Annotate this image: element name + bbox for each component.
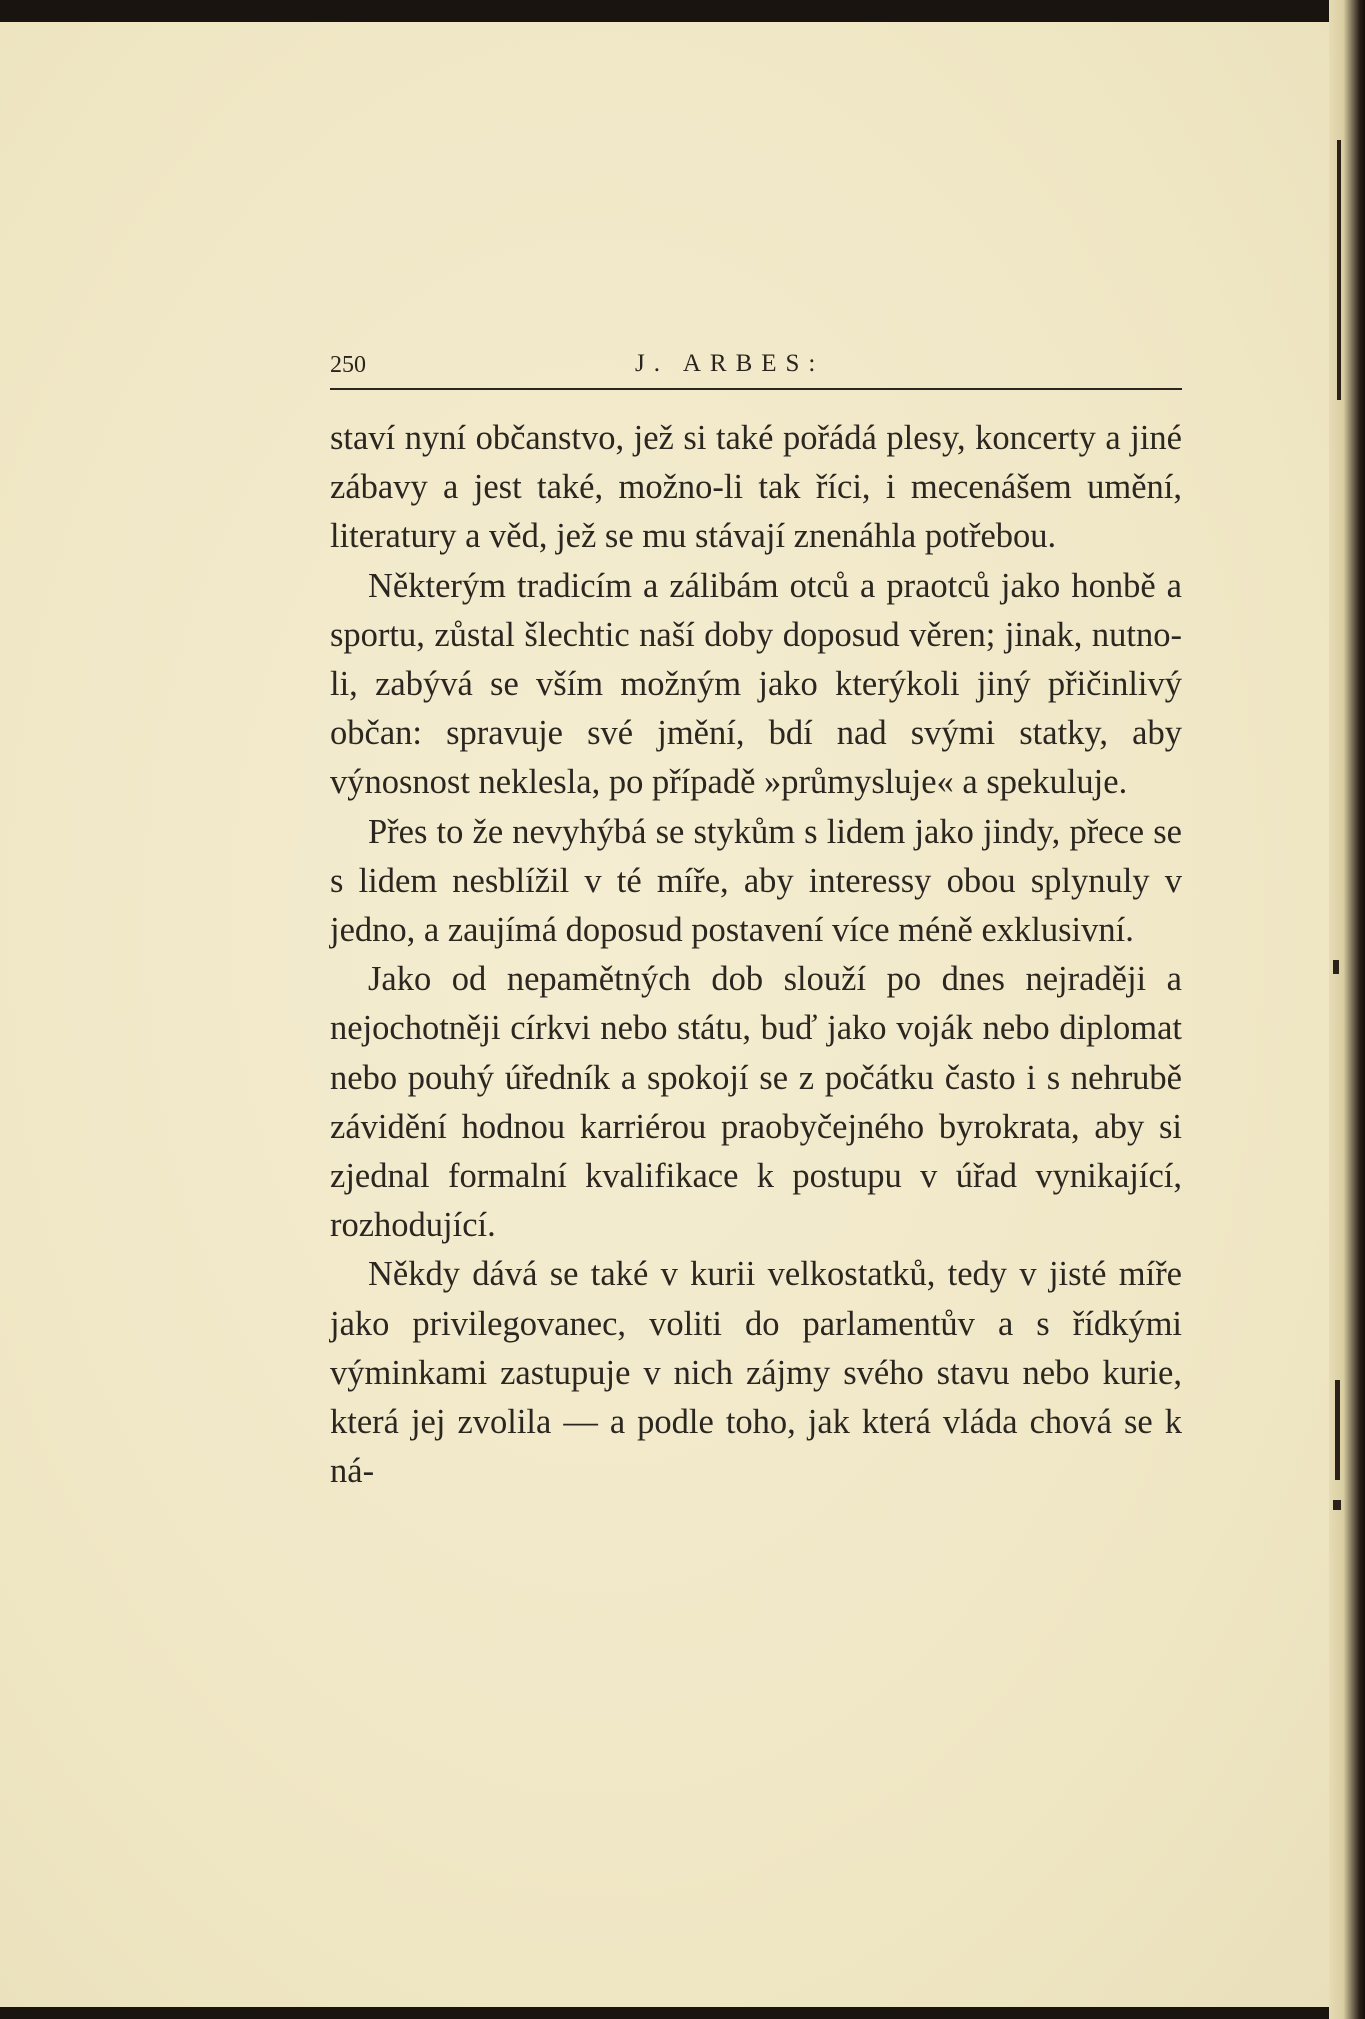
paragraph: Některým tradicím a zálibám otců a praotců jako honbě a sportu, zůstal šlechtic naší doby doposud věren; jinak, nutno-li, zabývá se vším možným jako kterýkoli jiný přičinlivý občan: spravuje své jmění, bdí nad svými statky, aby výnosnost neklesla, po případě »průmysluje« a spekuluje. (330, 566, 1182, 802)
gutter-shadow (1337, 140, 1341, 400)
page-number: 250 (330, 352, 366, 378)
gutter-speck (1333, 960, 1339, 974)
page-paper (0, 22, 1338, 2007)
page-header (330, 344, 1182, 390)
page-content (330, 344, 1182, 1496)
paragraph: staví nyní občanstvo, jež si také pořádá plesy, koncerty a jiné zábavy a jest také, možno-li tak říci, i mecenášem umění, literatury a věd, jež se mu stávají znenáhla potřebou. (330, 419, 1182, 556)
body-text (330, 414, 1182, 1496)
gutter-speck (1333, 1500, 1341, 1510)
paragraph: Jako od nepamětných dob slouží po dnes nejraději a nejochotněji církvi nebo státu, buď jako voják nebo diplomat nebo pouhý úředník a spokojí se z počátku často i s nehrubě závidění hodnou karriérou praobyčejného byrokrata, aby si zjednal formalní kvalifikace k postupu v úřad vynikající, rozhodující. (330, 960, 1182, 1245)
paragraph: Přes to že nevyhýbá se stykům s lidem jako jindy, přece se s lidem nesblížil v té míře, aby interessy obou splynuly v jedno, a zaujímá doposud postavení více méně exklusivní. (330, 812, 1182, 950)
gutter-shadow (1335, 1380, 1340, 1480)
paragraph: Někdy dává se také v kurii velkostatků, tedy v jisté míře jako privilegovanec, voliti do parlamentův a s řídkými výminkami zastupuje v nich zájmy svého stavu nebo kurie, která jej zvolila — a podle toho, jak která vláda chová se k ná- (330, 1255, 1182, 1491)
book-gutter (1329, 0, 1365, 2019)
running-head: J. ARBES: (635, 350, 825, 377)
